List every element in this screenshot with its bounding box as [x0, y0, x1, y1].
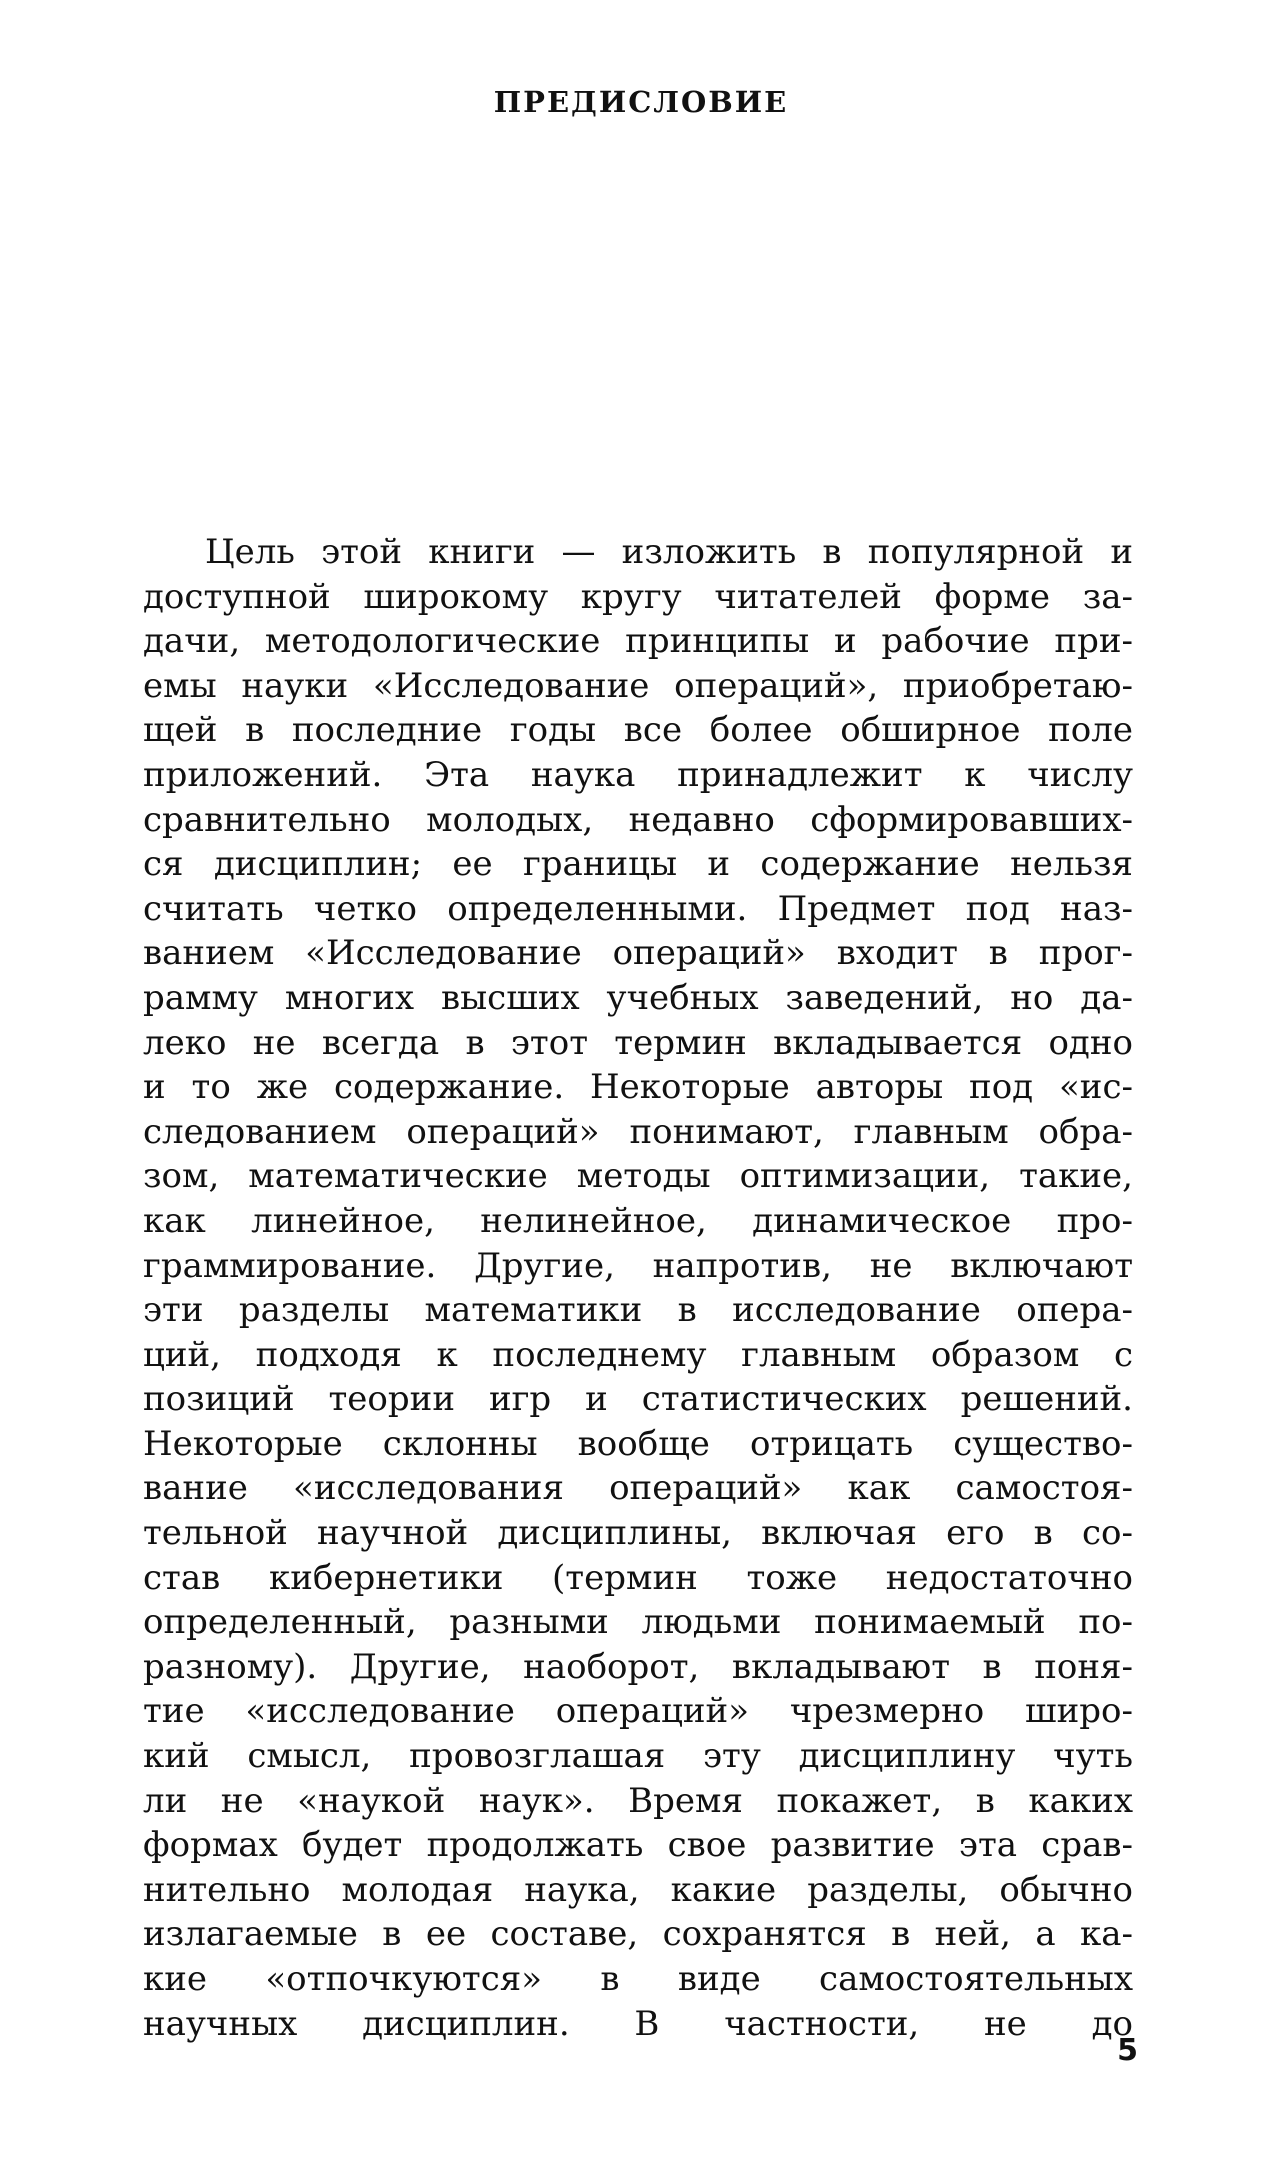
paragraph-line: кие «отпочкуются» в виде самостоятельных: [143, 1959, 1133, 1999]
paragraph-line: доступной широкому кругу читателей форме за-: [143, 576, 1133, 617]
paragraph-line: леко не всегда в этот термин вкладывается одно: [143, 1022, 1133, 1063]
paragraph-line: эти разделы математики в исследование опера-: [143, 1290, 1133, 1331]
paragraph-line: щей в последние годы все более обширное поле: [143, 710, 1133, 751]
page-number: 5: [1117, 2033, 1138, 2068]
paragraph-line: ванием «Исследование операций» входит в прог-: [143, 933, 1133, 974]
paragraph-line: излагаемые в ее составе, сохранятся в ней, а ка-: [143, 1914, 1133, 1955]
paragraph-line: ций, подходя к последнему главным образом с: [143, 1334, 1133, 1375]
paragraph-line: считать четко определенными. Предмет под наз-: [143, 888, 1133, 929]
paragraph-line: тие «исследование операций» чрезмерно широ-: [143, 1691, 1133, 1732]
paragraph-line: разному). Другие, наоборот, вкладывают в поня-: [143, 1646, 1133, 1687]
paragraph-line: Цель этой книги — изложить в популярной и: [205, 532, 1133, 572]
paragraph-line: определенный, разными людьми понимаемый по-: [143, 1602, 1133, 1643]
paragraph-line: Некоторые склонны вообще отрицать существо-: [143, 1423, 1133, 1464]
paragraph-line: как линейное, нелинейное, динамическое про-: [143, 1200, 1133, 1241]
paragraph-line: нительно молодая наука, какие разделы, обычно: [143, 1869, 1133, 1910]
paragraph-line: емы науки «Исследование операций», приобретаю-: [143, 665, 1133, 706]
paragraph-line: граммирование. Другие, напротив, не включают: [143, 1245, 1133, 1286]
paragraph-line: ся дисциплин; ее границы и содержание нельзя: [143, 844, 1133, 885]
page-title: ПРЕДИСЛОВИЕ: [493, 85, 789, 119]
paragraph-line: кий смысл, провозглашая эту дисциплину чуть: [143, 1736, 1133, 1777]
paragraph-line: сравнительно молодых, недавно сформировавших-: [143, 799, 1133, 840]
paragraph-line: дачи, методологические принципы и рабочие при-: [143, 621, 1133, 662]
paragraph-line: формах будет продолжать свое развитие эта срав-: [143, 1825, 1133, 1866]
paragraph-line: вание «исследования операций» как самостоя-: [143, 1468, 1133, 1509]
paragraph-line: ли не «наукой наук». Время покажет, в каких: [143, 1780, 1133, 1821]
paragraph-line: приложений. Эта наука принадлежит к числу: [143, 754, 1133, 795]
paragraph-line: зом, математические методы оптимизации, такие,: [143, 1156, 1133, 1197]
paragraph-line: позиций теории игр и статистических решений.: [143, 1379, 1133, 1420]
paragraph-line: следованием операций» понимают, главным обра-: [143, 1111, 1133, 1152]
paragraph-line: став кибернетики (термин тоже недостаточно: [143, 1557, 1133, 1598]
paragraph-line: научных дисциплин. В частности, не до: [143, 2003, 1133, 2044]
paragraph-line: рамму многих высших учебных заведений, но да-: [143, 977, 1133, 1018]
paragraph-line: тельной научной дисциплины, включая его в со-: [143, 1513, 1133, 1554]
paragraph-line: и то же содержание. Некоторые авторы под «ис-: [143, 1067, 1133, 1108]
body-paragraph: [143, 530, 1133, 2046]
